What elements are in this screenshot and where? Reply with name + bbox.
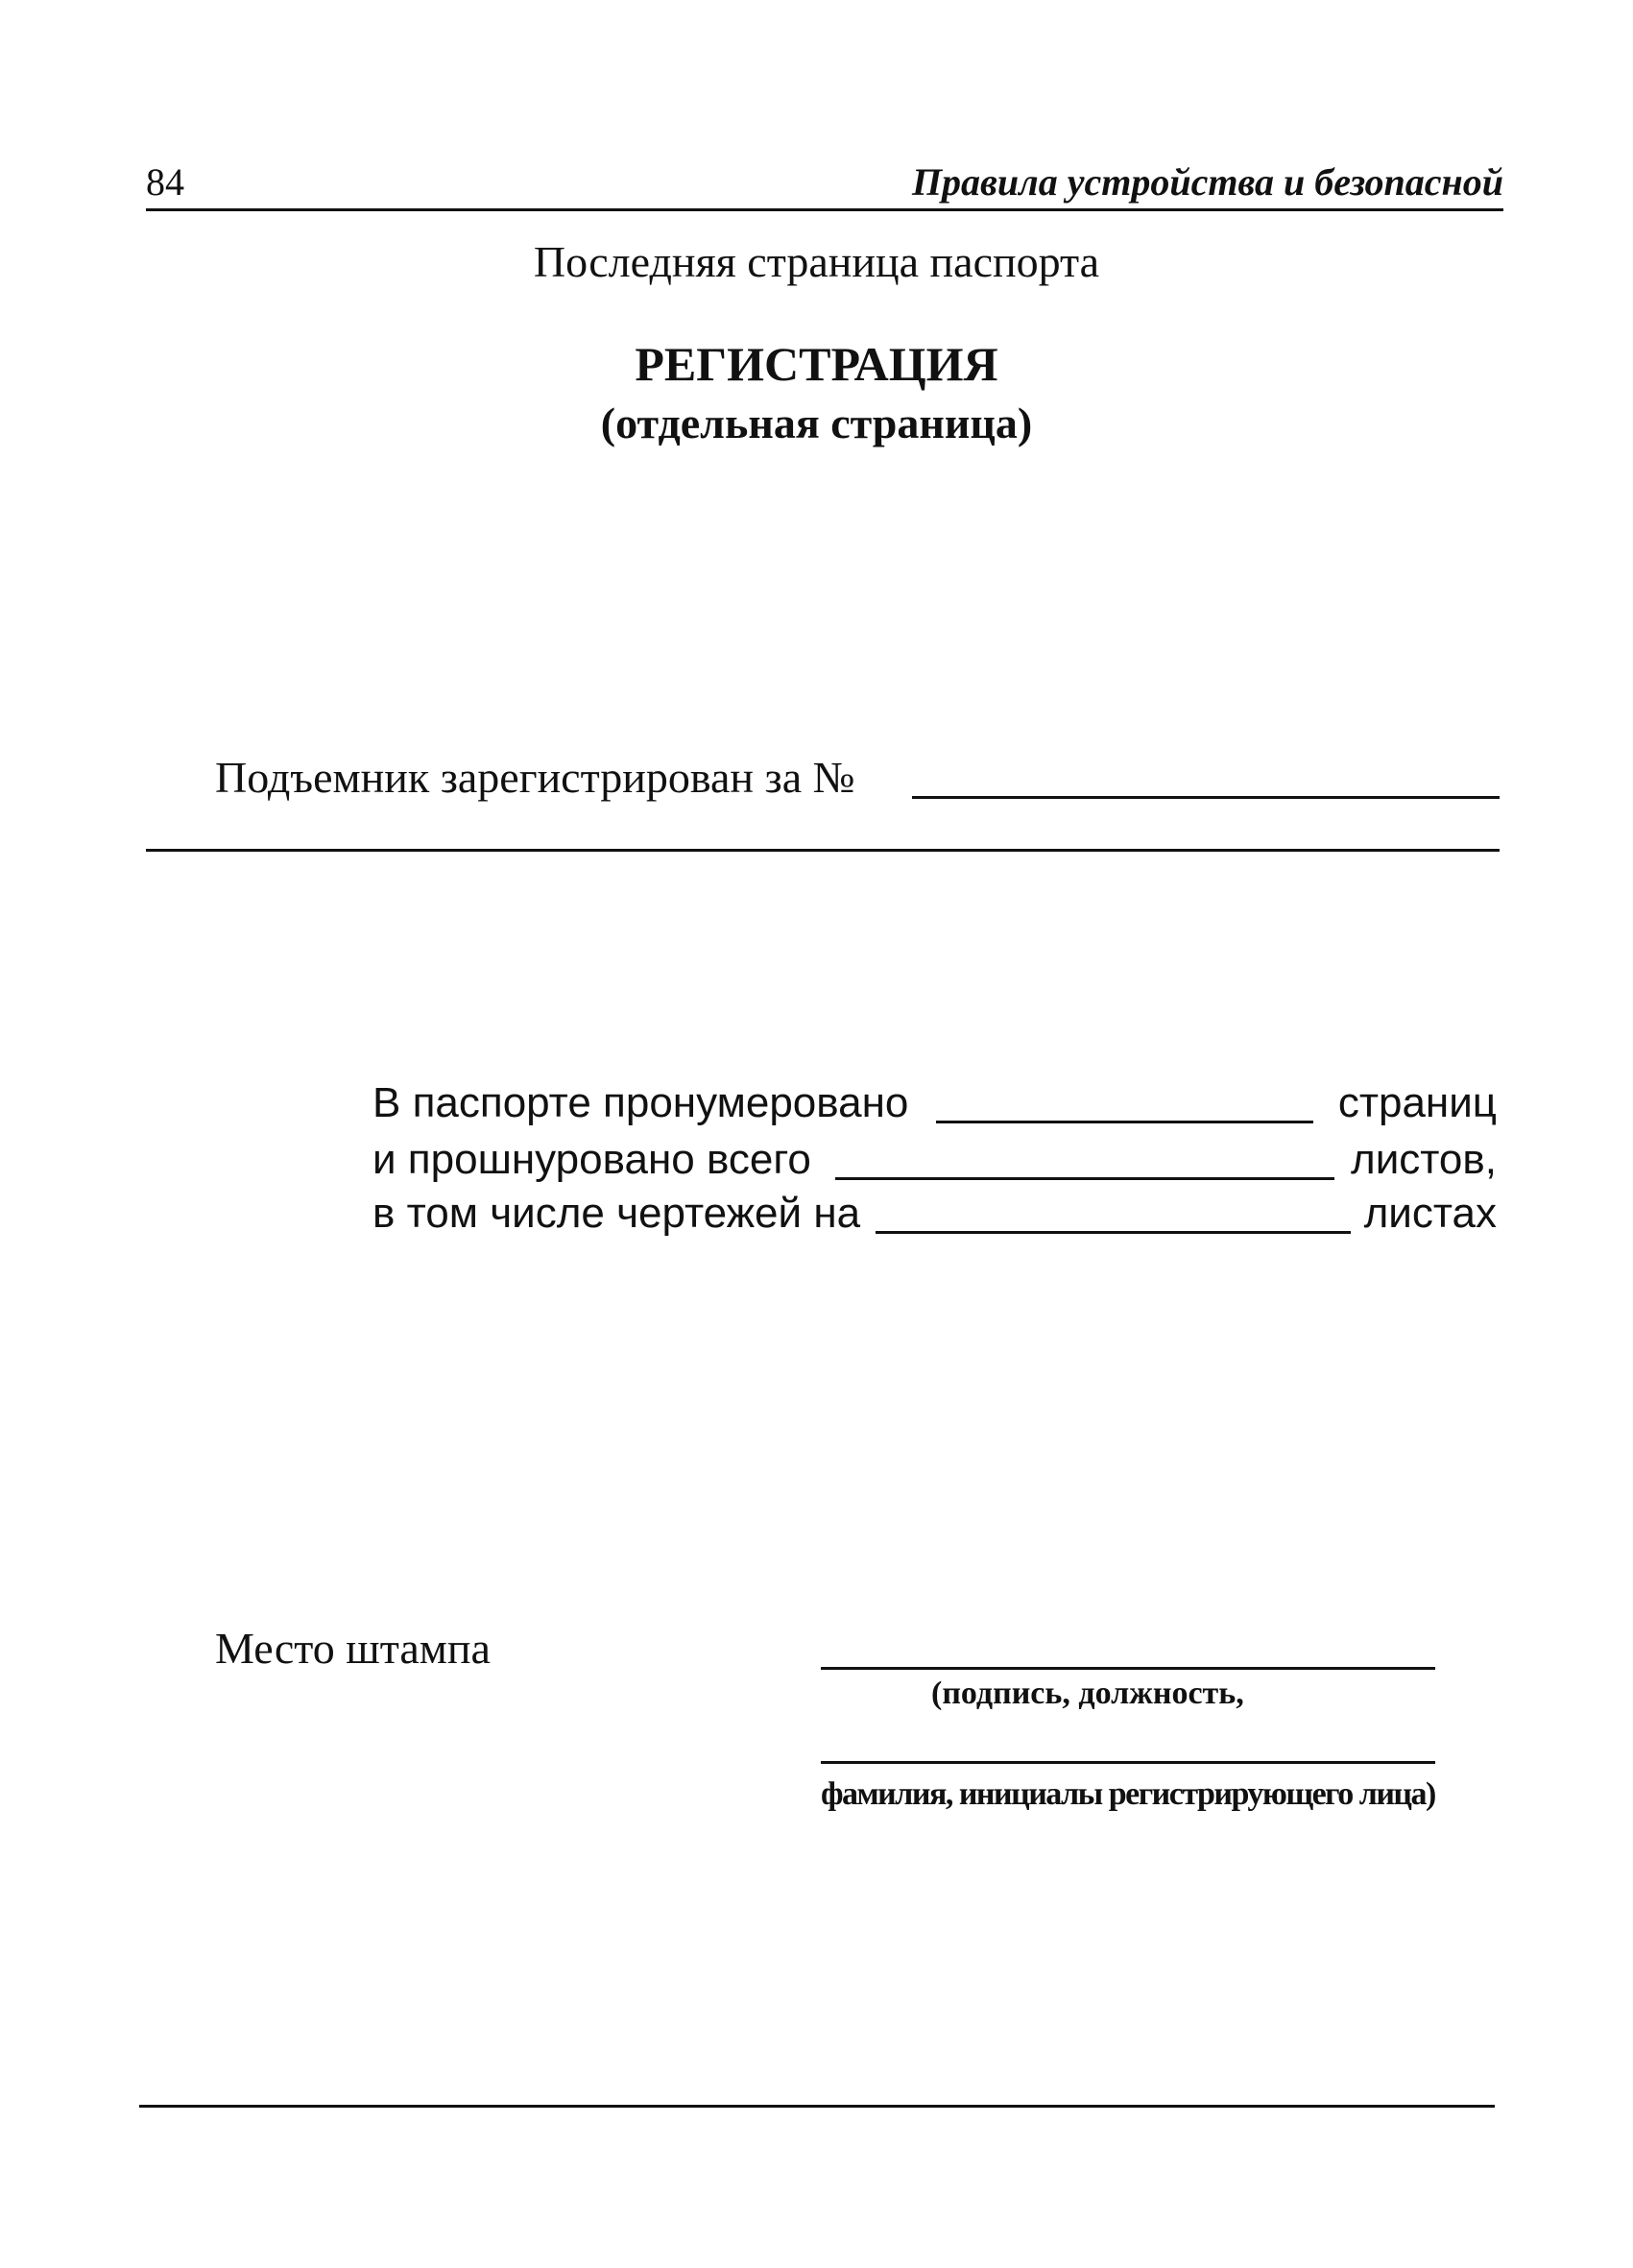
signature-caption: (подпись, должность, (931, 1676, 1244, 1711)
signature-field[interactable] (821, 1667, 1435, 1670)
stamp-place-label: Место штампа (215, 1624, 491, 1673)
document-title: РЕГИСТРАЦИЯ (635, 337, 998, 391)
registrar-name-field[interactable] (821, 1761, 1435, 1764)
pages-numbered-field[interactable] (936, 1121, 1313, 1123)
sheets-laced-label: и прошнуровано всего (372, 1136, 811, 1183)
document-subtitle: (отдельная страница) (600, 398, 1033, 447)
footer-rule (139, 2105, 1495, 2108)
registration-number-field[interactable] (912, 796, 1500, 799)
drawing-sheets-label: в том числе чертежей на (372, 1190, 861, 1237)
page-number: 84 (146, 160, 184, 204)
drawing-sheets-field[interactable] (876, 1231, 1351, 1234)
section-caption: Последняя страница паспорта (533, 237, 1100, 286)
registration-label: Подъемник зарегистрирован за № (215, 753, 855, 802)
pages-numbered-label: В паспорте пронумеровано (372, 1079, 909, 1126)
registration-continuation-field[interactable] (146, 849, 1500, 852)
registrar-name-caption: фамилия, инициалы регистрирующего лица) (821, 1776, 1435, 1812)
running-title: Правила устройства и безопасной (911, 160, 1503, 204)
pages-numbered-suffix: страниц (1337, 1079, 1497, 1126)
drawing-sheets-suffix: листах (1363, 1190, 1497, 1237)
sheets-laced-suffix: листов, (1351, 1136, 1497, 1183)
sheets-laced-field[interactable] (835, 1177, 1334, 1180)
header-rule (146, 208, 1503, 211)
